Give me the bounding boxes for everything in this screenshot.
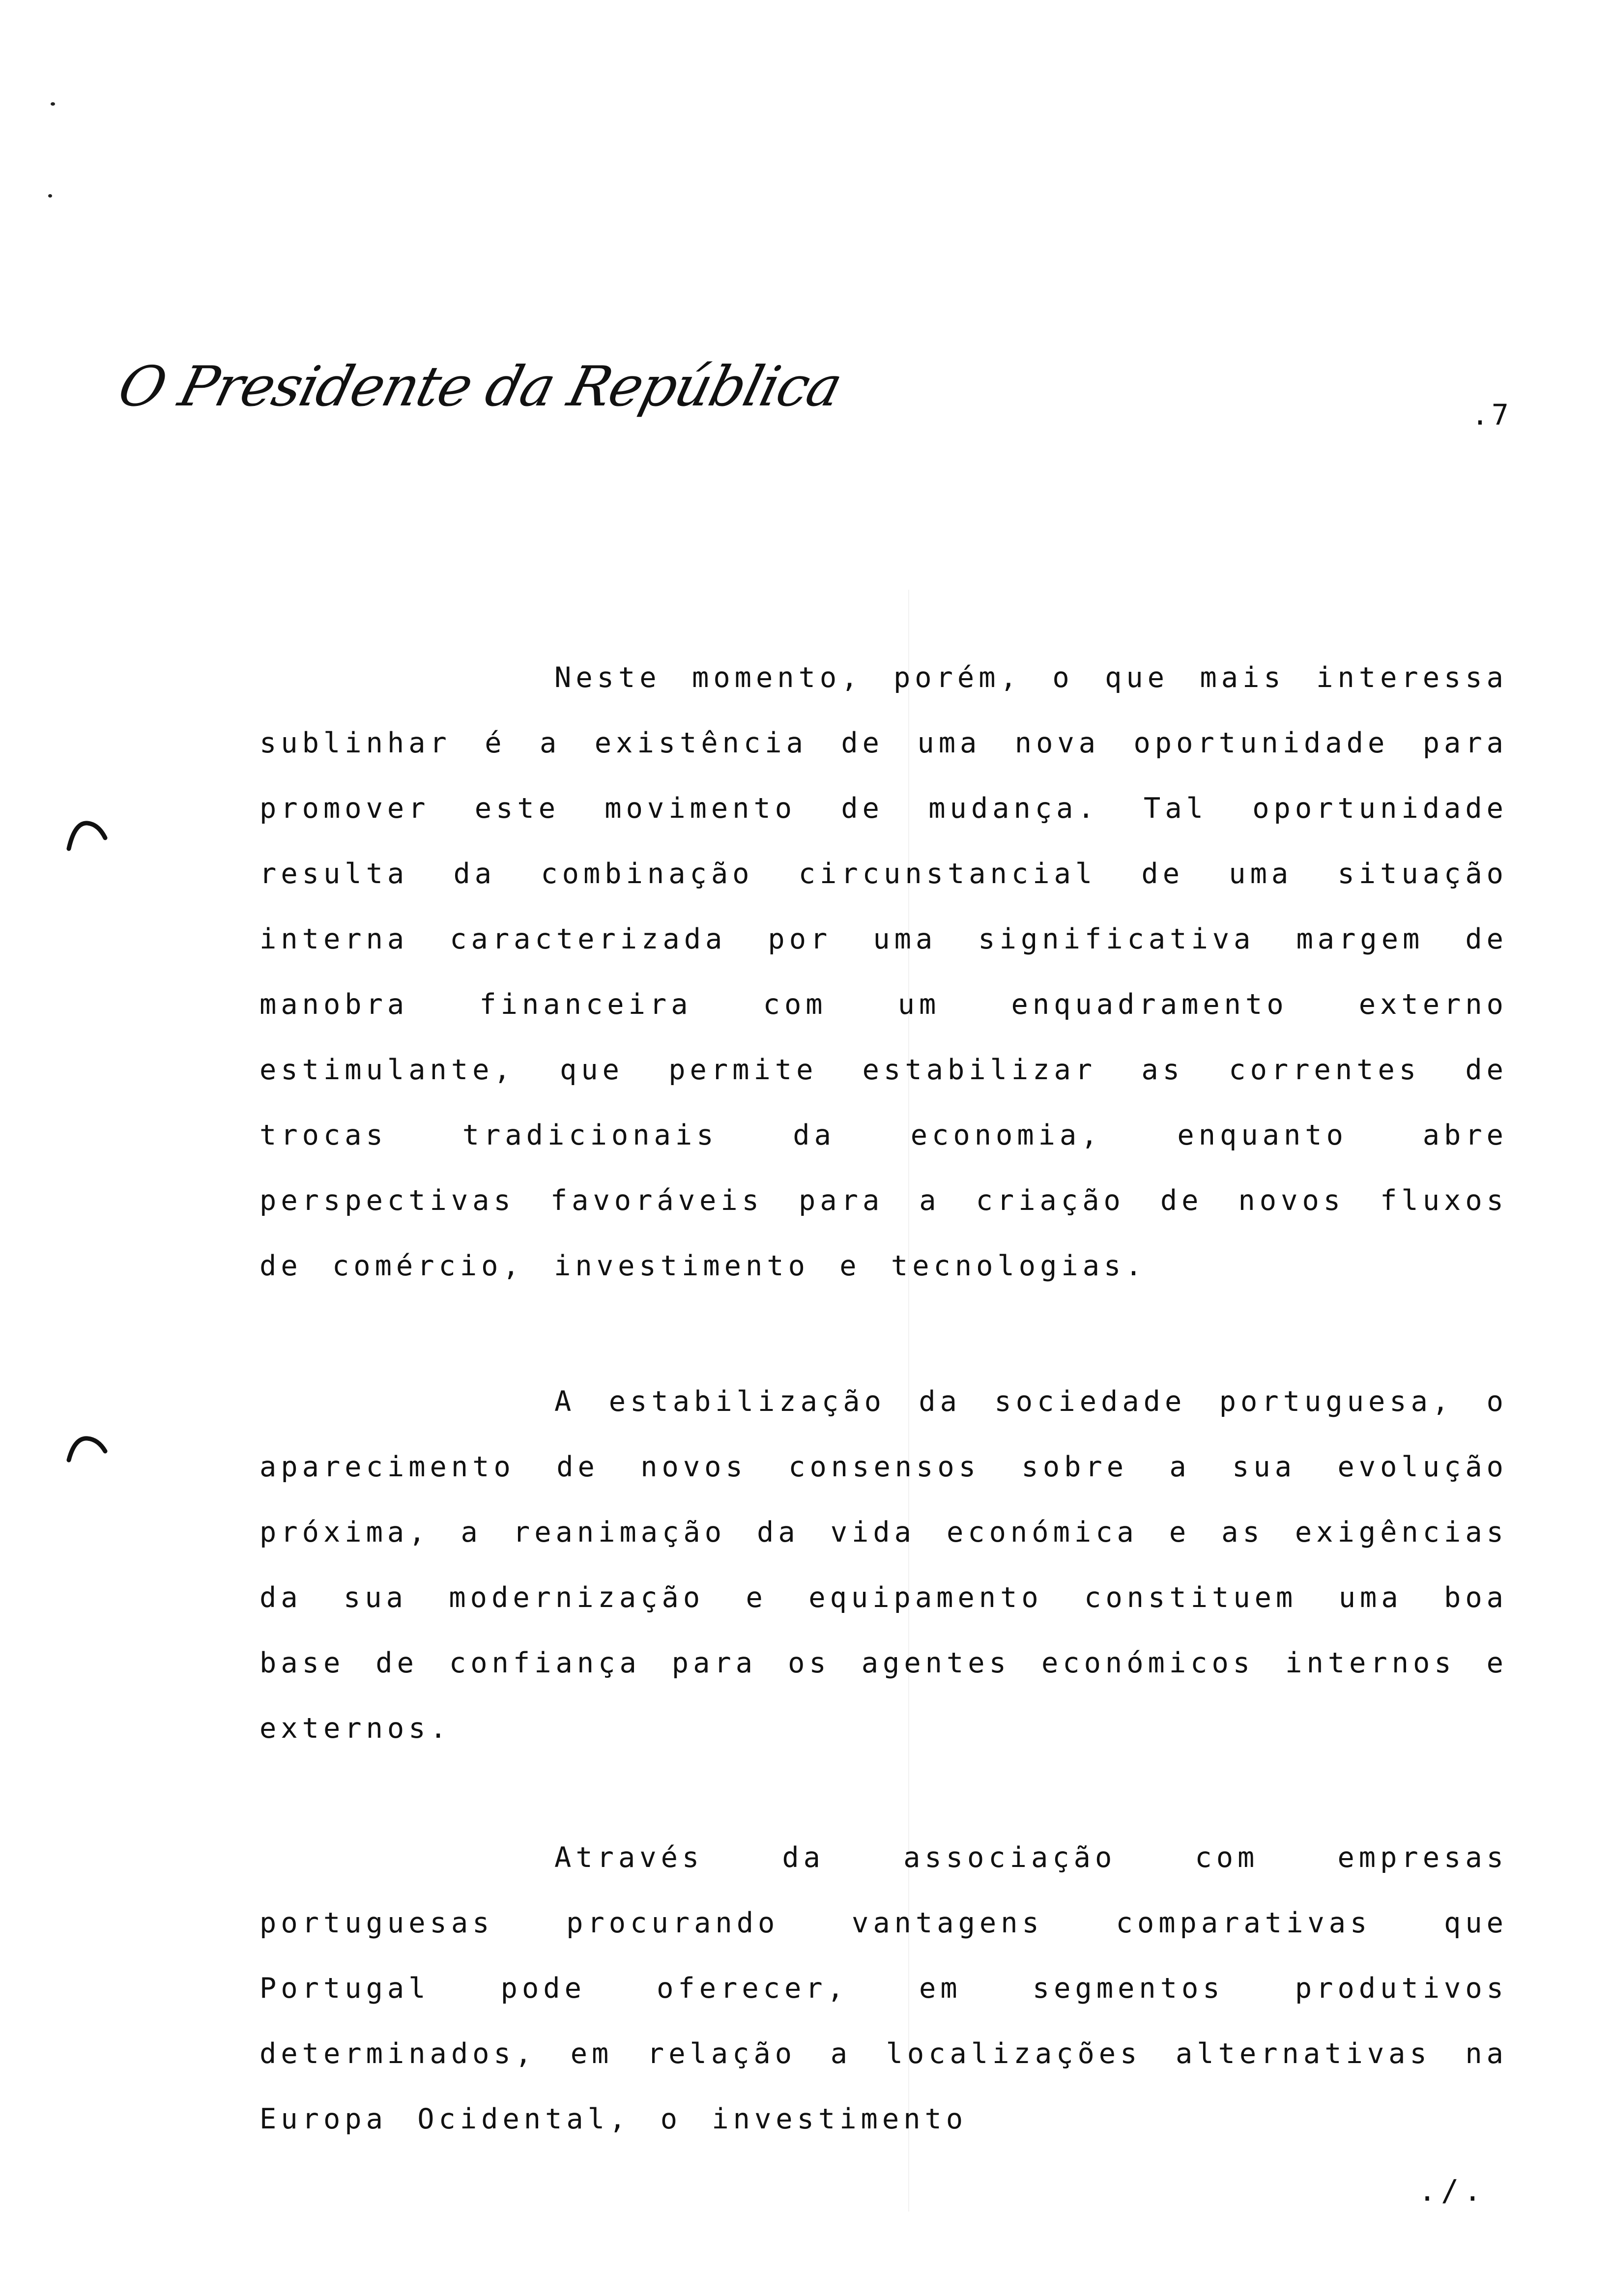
- body-paragraph-1: [259, 645, 1508, 1299]
- page-number: .7: [1471, 398, 1512, 431]
- body-paragraph-3: [259, 1825, 1508, 2152]
- scan-speck: [48, 194, 52, 198]
- body-paragraph-2: [259, 1369, 1508, 1761]
- letterhead: O Presidente da República: [112, 355, 848, 419]
- margin-arc-mark-icon: [64, 818, 108, 853]
- paragraph-text: A estabilização da sociedade portuguesa, o aparecimento de novos consensos sobre a sua evolução próxima, a reanimação da vida económica e as exigências da sua modernização e equipamento constituem uma boa base de confiança para os agentes económicos internos e externos.: [259, 1385, 1508, 1745]
- scan-speck: [51, 102, 55, 106]
- margin-arc-mark-icon: [64, 1433, 108, 1467]
- paragraph-text: Através da associação com empresas portuguesas procurando vantagens comparativas que Portugal pode oferecer, em segmentos produtivos determinados, em relação a localizações alternativas na Europa Ocidental, o investimento: [259, 1841, 1508, 2135]
- paragraph-text: Neste momento, porém, o que mais interessa sublinhar é a existência de uma nova oportunidade para promover este movimento de mudança. Tal oportunidade resulta da combinação circunstancial de uma situação interna caracterizada por uma significativa margem de manobra financeira com um enquadramento externo estimulante, que permite estabilizar as correntes de trocas tradicionais da economia, enquanto abre perspectivas favoráveis para a criação de novos fluxos de comércio, investimento e tecnologias.: [259, 661, 1508, 1282]
- continuation-mark: ./.: [1418, 2174, 1487, 2208]
